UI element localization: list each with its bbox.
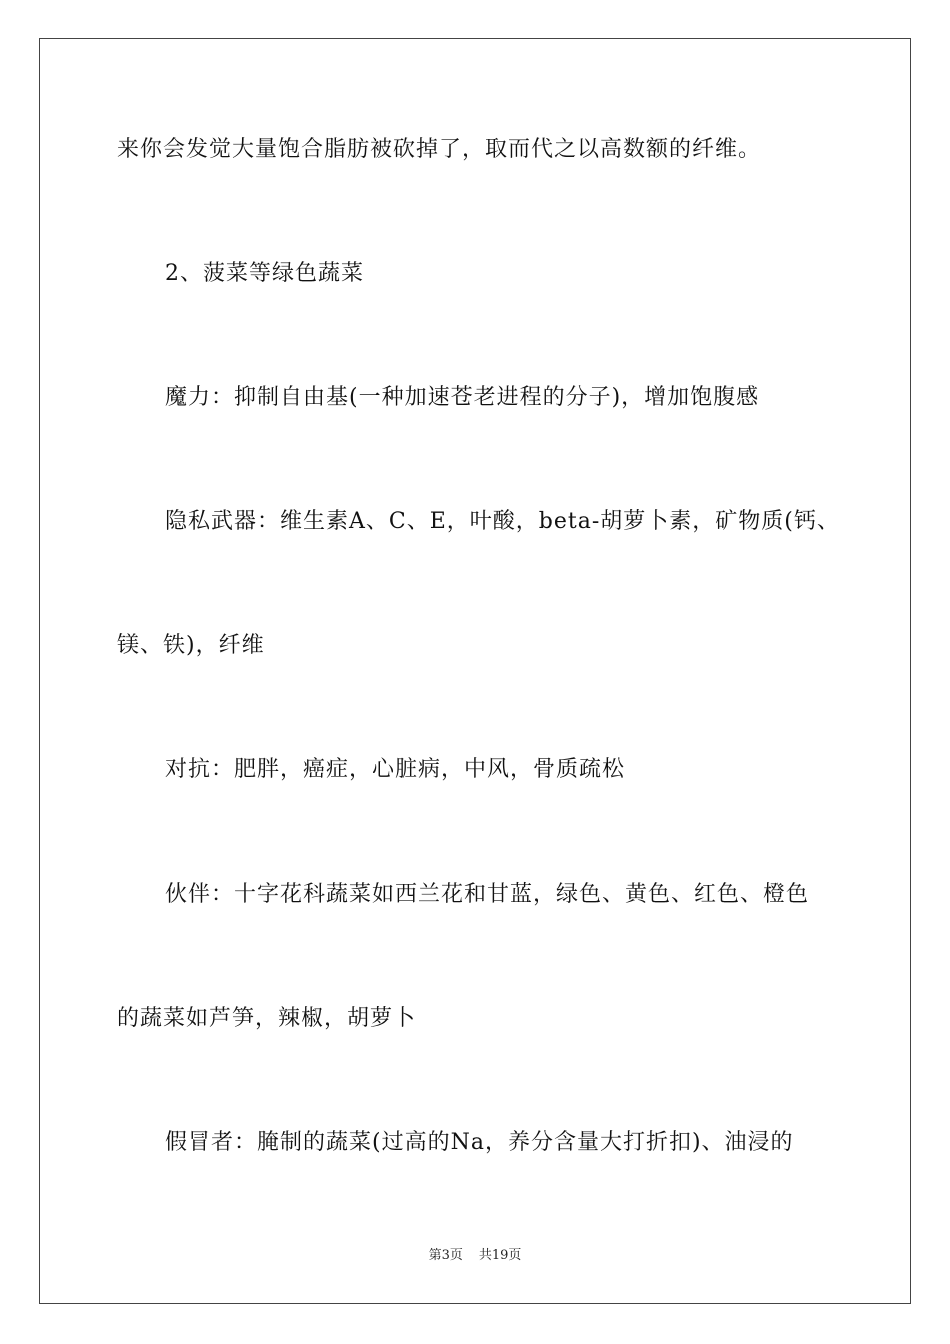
page-border xyxy=(39,38,911,1304)
page-footer xyxy=(0,1247,950,1265)
paragraph-line: 对抗：肥胖，癌症，心脏病，中风，骨质疏松 xyxy=(165,757,626,782)
paragraph-line: 伙伴：十字花科蔬菜如西兰花和甘蓝，绿色、黄色、红色、橙色 xyxy=(165,882,810,907)
paragraph-line: 来你会发觉大量饱合脂肪被砍掉了，取而代之以高数额的纤维。 xyxy=(117,137,762,162)
paragraph-line: 假冒者：腌制的蔬菜(过高的Na，养分含量大打折扣)、油浸的 xyxy=(165,1130,794,1155)
paragraph-line: 的蔬菜如芦笋，辣椒，胡萝卜 xyxy=(117,1006,417,1031)
paragraph-line: 镁、铁)，纤维 xyxy=(117,633,265,658)
paragraph-line: 魔力：抑制自由基(一种加速苍老进程的分子)，增加饱腹感 xyxy=(165,385,760,410)
page-number: 第3页 xyxy=(428,1248,463,1263)
page-total: 共19页 xyxy=(478,1248,522,1263)
paragraph-line: 隐私武器：维生素A、C、E，叶酸，beta-胡萝卜素，矿物质(钙、 xyxy=(165,509,840,534)
section-heading: 2、菠菜等绿色蔬菜 xyxy=(165,261,364,286)
